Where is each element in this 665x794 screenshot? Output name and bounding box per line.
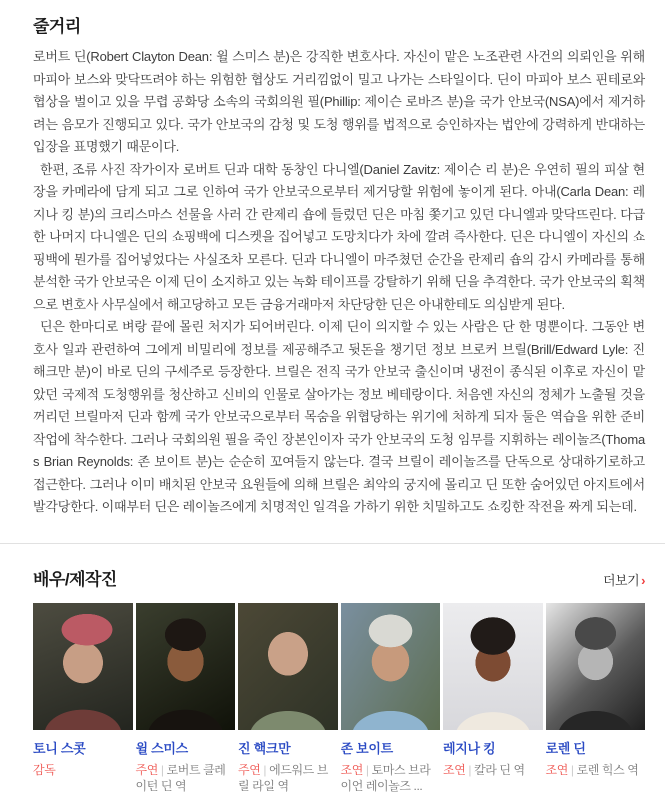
cast-list xyxy=(33,603,645,794)
role-label: 주연 xyxy=(135,762,158,777)
actor-name-link[interactable]: 로렌 딘 xyxy=(545,740,586,756)
synopsis-title: 줄거리 xyxy=(33,17,81,36)
cast-item-will-smith[interactable] xyxy=(136,603,236,794)
actor-role xyxy=(238,762,338,794)
chevron-right-icon: › xyxy=(641,572,645,588)
more-link[interactable] xyxy=(603,570,645,589)
actor-name-link[interactable]: 존 보이트 xyxy=(340,740,393,756)
actor-name-link[interactable]: 토니 스콧 xyxy=(33,740,86,756)
synopsis-paragraph: 한편, 조류 사진 작가이자 로버트 딘과 대학 동창인 다니엘(Daniel Zavitz: 제이슨 리 분)은 우연히 필의 피살 현장을 카메라에 담게 되고 그로 인하여 국가 안보국으로부터 제거당할 위험에 놓이게 된다. 아내(Carla Dean: 레지나 킹 분)의 크리스마스 선물을 사러 간 란제리 숍에 들렀던 딘은 마침 쫓기고 있던 다니엘과 맞닥뜨린다. 다급한 나머지 다니엘은 딘의 쇼핑백에 디스켓을 집어넣고 도망치다가 차에 깔려 즉사한다. 딘은 다니엘이 자신의 쇼핑백에 뭔가를 집어넣었다는 사실조차 모른다. 딘과 다니엘이 마주쳤던 순간을 란제리 숍의 감시 카메라를 통해 분석한 국가 안보국은 이제 딘이 소지하고 있는 녹화 테이프를 강탈하기 위해 딘을 추격한다. 국가 안보국의 획책으로 변호사 사무실에서 해고당하고 모든 금융거래마저 차단당한 딘은 아내한테도 의심받게 된다. xyxy=(33,161,645,312)
actor-photo[interactable] xyxy=(238,603,338,730)
synopsis-paragraph: 딘은 한마디로 벼랑 끝에 몰린 처지가 되어버린다. 이제 딘이 의지할 수 있는 사람은 단 한 명뿐이다. 그동안 변호사 일과 관련하여 그에게 비밀리에 정보를 제공해주고 뒷돈을 챙기던 정보 브로커 브릴(Brill/Edward Lyle: 진 해크만 분)이 바로 딘의 구세주로 등장한다. 브릴은 전직 국가 안보국 출신이며 냉전이 종식된 이후로 자신이 맡았던 국제적 도청행위를 청산하고 신비의 인물로 살아가는 정보 베테랑이다. 처음엔 자신의 정체가 노출될 것을 꺼리던 브릴마저 딘과 함께 국가 안보국으로부터 목숨을 위협당하는 위기에 처하게 되자 둘은 역습을 위한 준비작업에 착수한다. 그러나 국회의원 필을 죽인 장본인이자 국가 안보국의 도청 임무를 지휘하는 레이놀즈(Thomas Brian Reynolds: 존 보이트 분)는 순순히 꼬여들지 않는다. 결국 브릴이 레이놀즈를 단독으로 상대하기로하고 접근한다. 그러나 이미 배치된 안보국 요원들에 의해 브릴은 최악의 궁지에 몰리고 딘 또한 숨어있던 아지트에서 발각당한다. 이때부터 딘은 레이놀즈에게 치명적인 일격을 가하기 위한 치밀하고도 쇼킹한 작전을 짜게 되는데. xyxy=(33,319,645,514)
role-separator: | xyxy=(468,762,472,777)
actor-photo[interactable] xyxy=(341,603,441,730)
synopsis-paragraph: 로버트 딘(Robert Clayton Dean: 윌 스미스 분)은 강직한 변호사다. 자신이 맡은 노조관련 사건의 의뢰인을 위해 마피아 보스와 맞닥뜨려야 하는 위험한 협상도 거리낌없이 밀고 나가는 스타일이다. 딘이 마피아 보스 핀테로와 협상을 벌이고 있을 무렵 공화당 소속의 국회의원 필(Phillip: 제이슨 로바즈 분)을 국가 안보국(NSA)에서 제거하려는 음모가 진행되고 있다. 국가 안보국의 감청 및 도청 행위를 법적으로 승인하자는 법안에 강력하게 반대하는 입장을 표명했기 때문이다. xyxy=(33,49,645,154)
cast-item-tony-scott[interactable] xyxy=(33,603,133,794)
cast-item-regina-king[interactable] xyxy=(443,603,543,794)
role-label: 조연 xyxy=(340,762,363,777)
character-name: 에드워드 브릴 라일 역 xyxy=(238,762,329,793)
synopsis-body xyxy=(33,46,645,519)
actor-role xyxy=(136,762,236,794)
role-label: 조연 xyxy=(443,762,466,777)
role-label: 조연 xyxy=(545,762,568,777)
actor-role xyxy=(546,762,646,778)
cast-item-loren-dean[interactable] xyxy=(546,603,646,794)
cast-item-gene-hackman[interactable] xyxy=(238,603,338,794)
actor-name-link[interactable]: 윌 스미스 xyxy=(135,740,188,756)
character-name: 토마스 브라이언 레이놀즈 ... xyxy=(340,762,431,793)
actor-photo[interactable] xyxy=(136,603,236,730)
character-name: 칼라 딘 역 xyxy=(474,762,525,777)
actor-photo[interactable] xyxy=(546,603,646,730)
actor-role xyxy=(33,762,133,778)
actor-role xyxy=(341,762,441,794)
actor-role xyxy=(443,762,543,778)
cast-section-title: 배우/제작진 xyxy=(33,569,117,589)
role-separator: | xyxy=(365,762,369,777)
actor-photo[interactable] xyxy=(443,603,543,730)
actor-name-link[interactable]: 레지나 킹 xyxy=(443,740,496,756)
role-separator: | xyxy=(263,762,267,777)
character-name: 로렌 힉스 역 xyxy=(576,762,639,777)
role-label: 감독 xyxy=(33,762,56,777)
character-name: 로버트 클레이턴 딘 역 xyxy=(135,762,226,793)
cast-section xyxy=(0,544,665,794)
role-separator: | xyxy=(570,762,574,777)
cast-item-jon-voight[interactable] xyxy=(341,603,441,794)
actor-photo[interactable] xyxy=(33,603,133,730)
more-link-label: 더보기 xyxy=(602,572,640,588)
role-separator: | xyxy=(160,762,164,777)
actor-name-link[interactable]: 진 핵크만 xyxy=(238,740,291,756)
role-label: 주연 xyxy=(238,762,261,777)
cast-section-header xyxy=(33,565,645,590)
